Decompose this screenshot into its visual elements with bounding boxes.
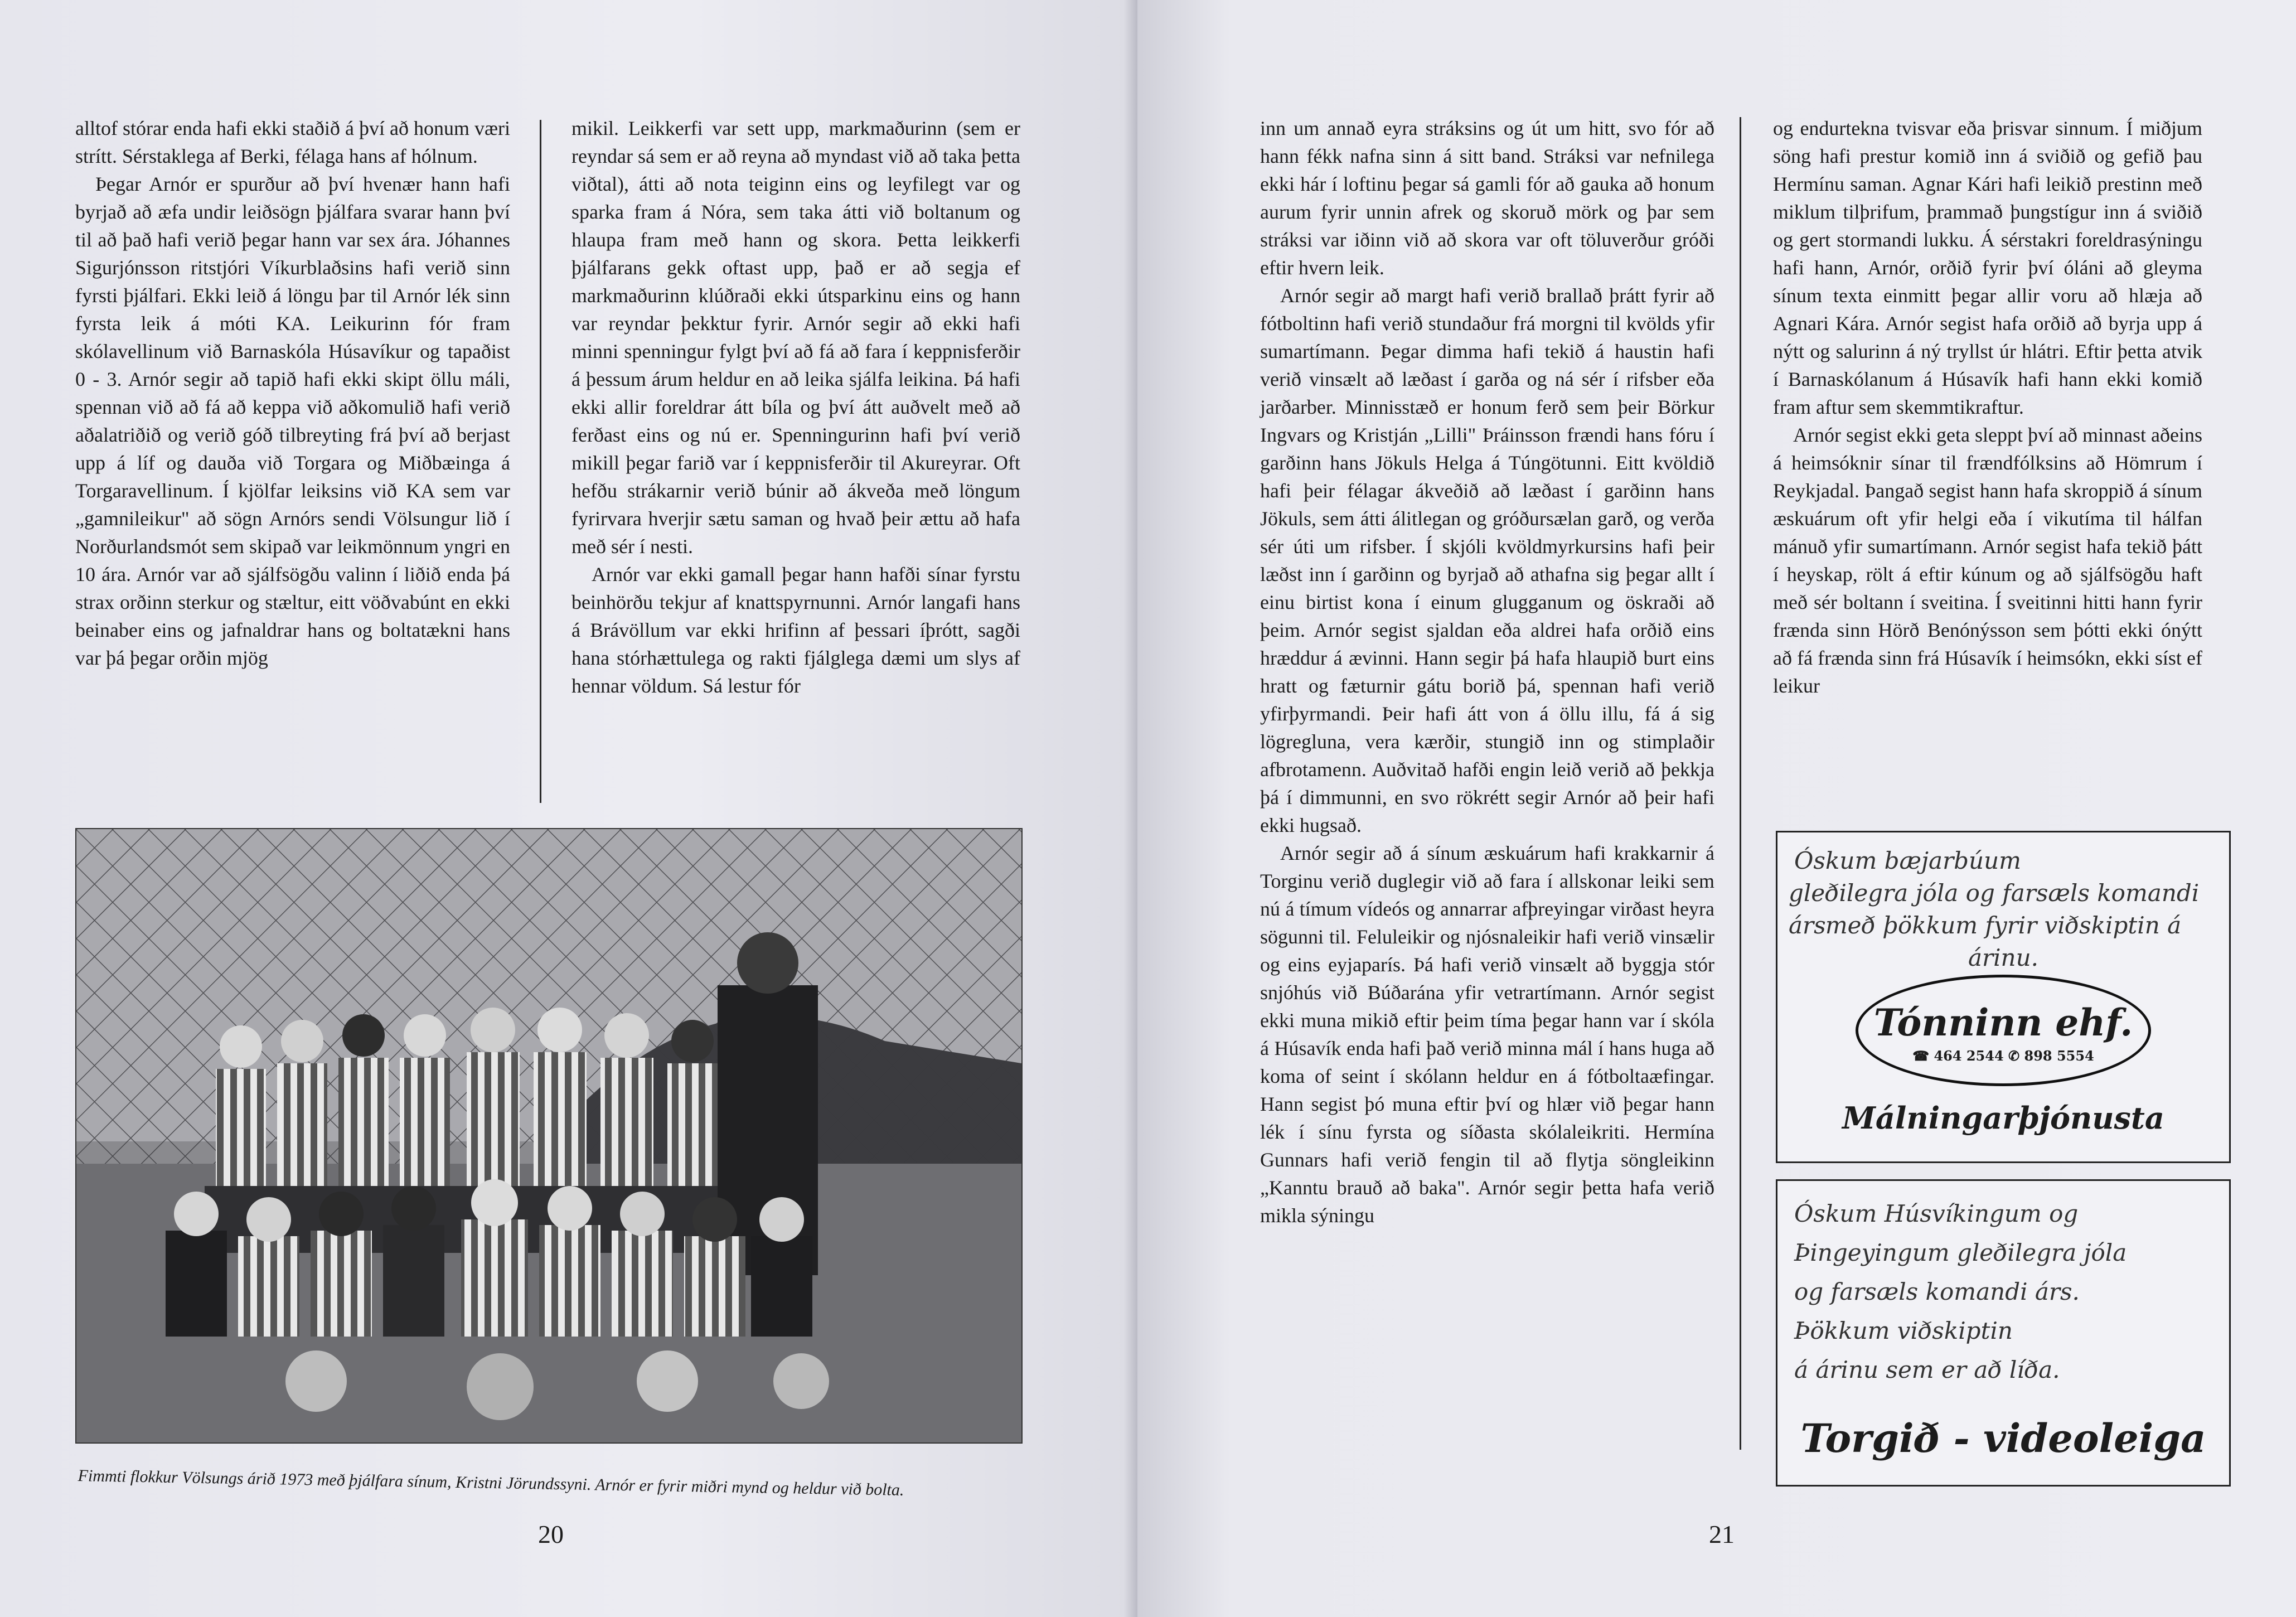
paragraph: inn um annað eyra stráksins og út um hitt, svo fór að hann fékk nafna sinn á sitt band. Stráksi var nefnilega ekki hár í loftinu þegar sá gamli fór að gauka að honum aurum fyrir unnin afrek og skoruð mörk og þar sem stráksi var iðinn við að skora var oft töluverður gróði eftir hvern leik. (1260, 117, 1714, 279)
right-column-1 (1260, 114, 1714, 1229)
ad-greeting-line: með þökkum fyrir viðskiptin á árinu. (1825, 912, 2182, 971)
advertisement-torgid (1776, 1179, 2231, 1487)
ad-greeting-line: Óskum Húsvíkingum og (1794, 1200, 2079, 1227)
tonninn-logo (1856, 975, 2151, 1086)
paragraph: Arnór segir að margt hafi verið brallað þrátt fyrir að fótboltinn hafi verið stundaður frá morgni til kvölds yfir sumartímann. Þegar dimma hafi tekið á haustin hafi verið vinsælt að læðast í garða og ná sér í rifsber eða jarðarber. Minnisstæð er honum ferð sem þeir Börkur Ingvars og Kristján „Lilli" Þráinsson frændi hans fóru í garðinn hans Jökuls Helga á Túngötunni. Eitt kvöldið hafi þeir félagar ákveðið að læðast í garðinn hans Jökuls, sem átti álitlegan og gróðursælan garð, og verða sér úti um rifsber. Í skjóli kvöldmyrkursins hafi þeir læðst inn í garðinn og byrjað að athafna sig þegar allt í einu birtist kona í einum glugganum og öskraði að þeim. Arnór segist sjaldan eða aldrei hafa orðið eins hræddur á ævinni. Hann segir þá hafa hlaupið burt eins hratt og fæturnir gátu borið þá, spennan hafi verið yfirþyrmandi. Þeir hafi átt von á öllu illu, fá á sig lögregluna, vera kærðir, stungið inn og stimplaðir afbrotamenn. Auðvitað hafði engin leið verið að þekkja þá í dimmunni, en svo rökrétt segir Arnór að þeir hafi ekki hugsað. (1260, 284, 1714, 836)
ad-greeting-line: á árinu sem er að líða. (1794, 1356, 2060, 1383)
kneeling-players (166, 1179, 812, 1337)
left-column-1 (75, 114, 510, 672)
logo-name: Tónninn ehf. (1873, 1001, 2133, 1044)
paragraph: mikil. Leikkerfi var sett upp, markmaðurinn (sem er reyndar sá sem er að reyna að myndast við að taka þetta viðtal), átti að nota teiginn eins og leyfilegt var og sparka fram á Nóra, sem taka átti við boltanum og hlaupa fram með hann og skora. Þetta leikkerfi þjálfarans gekk oftast upp, það er að segja ef markmaðurinn klúðraði ekki útsparkinu eins og hann var reyndar þekktur fyrir. Arnór segir að ekki hafi minni spenningur fylgt því að fá að fara í keppnisferðir á þessum árum heldur en að leika sjálfa leikina. Þá hafi ekki allir foreldrar átt bíla og því átt auðvelt með að ferðast eins og nú er. Spenningurinn hafi því verið mikill þegar farið var í keppnisferðir til Akureyrar. Oft hefðu strákarnir verið búnir að ákveða með löngum fyrirvara hverjir sætu saman og hvað þeir ættu að hafa með sér í nesti. (571, 117, 1020, 558)
paragraph: Arnór segist ekki geta sleppt því að minnast aðeins á heimsóknir sínar til frændfólksins að Hömrum í Reykjadal. Þangað segist hann hafa skroppið á sínum æskuárum oft yfir helgi eða í vikutíma til hálfan mánuð yfir sumartímann. Arnór segist hafa tekið þátt í heyskap, rölt á eftir kúnum og að sjálfsögðu haft með sér boltann í sveitina. Í sveitinni hitti hann fyrir frænda sinn Hörð Benónýsson sem þótti ekki ónýtt að fá frænda sinn frá Húsavík í heimsókn, ekki síst ef leikur (1773, 424, 2202, 697)
column-rule (1740, 117, 1741, 1450)
page-number: 21 (1709, 1520, 1735, 1548)
ad-greeting-line: gleðilegra jóla og farsæls komandi árs (1789, 879, 2200, 939)
advertisement-tonninn (1776, 831, 2231, 1163)
ad-tagline: Málningarþjónusta (1842, 1100, 2164, 1136)
right-page (1137, 0, 2296, 1617)
paragraph: alltof stórar enda hafi ekki staðið á því að honum væri strítt. Sérstaklega af Berki, félaga hans af hólnum. (75, 117, 510, 167)
paragraph: Þegar Arnór er spurður að því hvenær hann hafi byrjað að æfa undir leiðsögn þjálfara svarar hann því til að það hafi verið þegar hann var sex ára. Jóhannes Sigurjónsson ritstjóri Víkurblaðsins hafi verið sinn fyrsti þjálfari. Ekki leið á löngu þar til Arnór lék sinn fyrsta leik á móti KA. Leikurinn fór fram skólavellinum við Barnaskóla Húsavíkur og tapaðist 0 - 3. Arnór segir að tapið hafi ekki skipt öllu máli, spennan við að fá að keppa við aðkomulið hafi verið aðalatriðið og verið góð tilbreyting frá því að berjast upp á líf og dauða við Torgara og Miðbæinga á Torgaravellinum. Í kjölfar leiksins við KA sem var „gamnileikur" að sögn Arnórs sendi Völsungur lið í Norðurlandsmót sem skipað var leikmönnum yngri en 10 ára. Arnór var að sjálfsögðu valinn í liðið enda þá strax orðinn sterkur og stæltur, eitt vöðvabúnt en ekki beinaber eins og jafnaldrar hans og boltatækni hans var þá þegar orðin mjög (75, 173, 510, 669)
logo-phone: ☎ 464 2544 ✆ 898 5554 (1912, 1048, 2094, 1064)
team-photo (75, 828, 1023, 1444)
paragraph: Arnór var ekki gamall þegar hann hafði sínar fyrstu beinhörðu tekjur af knattspyrnunni. Arnór langafi hans á Brávöllum var ekki hrifinn af þessari íþrótt, sagði hana stórhættulega og rakti fjálglega dæmi um slys af hennar völdum. Sá lestur fór (571, 563, 1020, 697)
photo-caption: Fimmti flokkur Völsungs árið 1973 með þjálfara sínum, Kristni Jörundssyni. Arnór er fyrir miðri mynd og heldur við bolta. (77, 1466, 904, 1499)
page-number: 20 (538, 1520, 564, 1548)
left-column-2 (571, 114, 1020, 700)
column-rule (540, 120, 541, 803)
right-column-2 (1773, 114, 2202, 700)
left-page (0, 0, 1137, 1617)
shop-name: Torgið - videoleiga (1800, 1415, 2206, 1461)
ad-greeting-line: Óskum bæjarbúum (1794, 847, 2021, 874)
ad-greeting-line: Þingeyingum gleðilegra jóla (1794, 1239, 2127, 1266)
paragraph: og endurtekna tvisvar eða þrisvar sinnum. Í miðjum söng hafi prestur komið inn á sviðið og gefið þau Hermínu saman. Agnar Kári hafi leikið prestinn með miklum tilþrifum, þrammað þungstígur inn á sviðið og gert stormandi lukku. Á sérstakri foreldrasýningu hafi hann, Arnór, orðið fyrir því óláni að gleyma sínum texta einmitt þegar allir voru að hlæja að Agnari Kára. Arnór segist hafa orðið að byrja upp á nýtt og salurinn á ný tryllst úr hlátri. Eftir þetta atvik í Barnaskólanum á Húsavík hafi hann ekki komið fram aftur sem skemmtikraftur. (1773, 117, 2202, 418)
ad-greeting-line: og farsæls komandi árs. (1794, 1278, 2080, 1305)
ad-greeting-line: Þökkum viðskiptin (1794, 1317, 2013, 1344)
paragraph: Arnór segir að á sínum æskuárum hafi krakkarnir á Torginu verið duglegir við að fara í allskonar leiki sem nú á tímum vídeós og annarrar afþreyingar virðast heyra sögunni til. Feluleikir og njósnaleikir hafi verið vinsælir og eins eyjaparís. Þá hafi verið vinsælt að byggja stór snjóhús við Búðarána yfir vetrartímann. Arnór segist ekki muna mikið eftir þeim tíma þegar hann var í skóla á Húsavík enda hafi það verið minna mál í hans huga að koma of seint í skólann heldur en á fótboltaæfingar. Hann segist þó muna eftir því og hlær við þegar hann lék í sínu fyrsta og síðasta skólaleikriti. Hermína Gunnars hafi verið fengin til að flytja söngleikinn „Kanntu brauð að baka". Arnór segir þetta hafa verið mikla sýningu (1260, 842, 1714, 1227)
